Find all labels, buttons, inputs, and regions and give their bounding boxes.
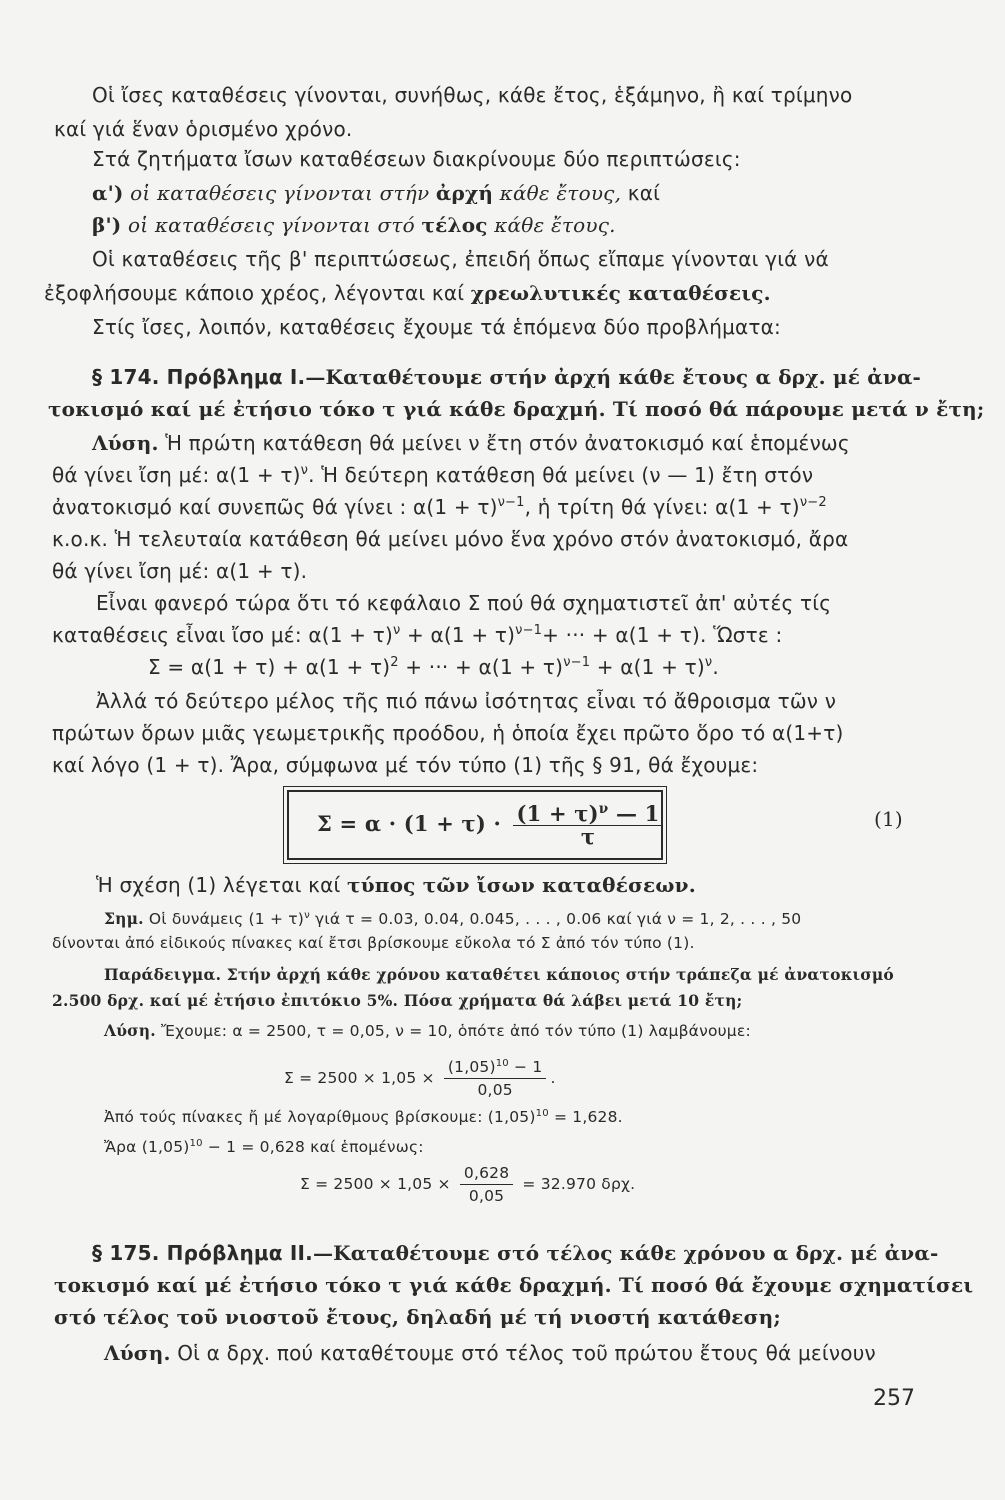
page-number: 257 xyxy=(873,1386,915,1411)
equal-deposits-formula: Σ = α · (1 + τ) · $\frac{(1 + \tau)^\nu — 1}{\tau}$ xyxy=(317,802,667,848)
solution-line: θά γίνει ἴση μέ: α(1 + τ). xyxy=(52,559,308,583)
paragraph-line: καί λόγο (1 + τ). Ἄρα, σύμφωνα μέ τόν τύπο (1) τῆς § 91, θά ἔχουμε: xyxy=(52,753,759,777)
example-line: Ἄρα $(1,05)^{10} - 1 = 0,628$ καί ἑπομένως: xyxy=(104,1137,424,1156)
solution-line: κ.ο.κ. Ἡ τελευταία κατάθεση θά μείνει μόνο ἕνα χρόνο στόν ἀνατοκισμό, ἄρα xyxy=(52,527,849,551)
paragraph-line: Εἶναι φανερό τώρα ὅτι τό κεφάλαιο Σ πού θά σχηματιστεῖ ἀπ' αὐτές τίς xyxy=(96,591,832,615)
solution-line: θά γίνει ἴση μέ: $\alpha(1 + \tau)^\nu$. Ἡ δεύτερη κατάθεση θά μείνει (ν — 1) ἔτη στόν xyxy=(52,463,814,487)
paragraph-line: Ἀλλά τό δεύτερο μέλος τῆς πιό πάνω ἰσότητας εἶναι τό ἄθροισμα τῶν ν xyxy=(96,689,837,713)
section-175-heading-cont: τοκισμό καί μέ ἐτήσιο τόκο τ γιά κάθε δραχμή. Τί ποσό θά ἔχουμε σχηματίσει xyxy=(54,1273,974,1297)
example-fraction: $\frac{(1,05)^{10} - 1}{0,05}$ xyxy=(444,1056,547,1101)
note-line: Σημ. Οἱ δυνάμεις $(1 + \tau)^\nu$ γιά τ = 0.03, 0.04, 0.045, . . . , 0.06 καί γιά ν = 1, 2, . . . , 50 xyxy=(104,909,802,928)
result-fraction: $\frac{0,628}{0,05}$ xyxy=(460,1162,513,1207)
paragraph-line: πρώτων ὅρων μιᾶς γεωμετρικῆς προόδου, ἡ ὁποία ἔχει πρῶτο ὅρο τό α(1+τ) xyxy=(52,721,844,745)
paragraph-line: Στά ζητήματα ἴσων καταθέσεων διακρίνουμε δύο περιπτώσεις: xyxy=(92,147,741,171)
paragraph-line: Οἱ ἴσες καταθέσεις γίνονται, συνήθως, κάθε ἔτος, ἑξάμηνο, ἢ καί τρίμηνο xyxy=(92,83,853,107)
paragraph-line: καταθέσεις εἶναι ἴσο μέ: $\alpha(1 + \tau)^\nu + \alpha(1 + \tau)^{\nu-1}+$ ··· + α(1 + τ). Ὥστε : xyxy=(52,623,783,647)
example-heading: Παράδειγμα. Στήν ἀρχή κάθε χρόνου καταθέτει κάποιος στήν τράπεζα μέ ἀνατοκισμό xyxy=(104,965,894,984)
sum-equation: $\Sigma = \alpha(1 + \tau) + \alpha(1 + \tau)^2$ + ··· + $\alpha(1 + \tau)^{\nu-1} + \alpha(1 + \tau)^\nu$. xyxy=(148,655,719,679)
section-174-heading: § 174. Πρόβλημα I.—Καταθέτουμε στήν ἀρχή κάθε ἔτους α δρχ. μέ ἀνα- xyxy=(92,365,922,389)
formula-box xyxy=(287,790,663,860)
paragraph-line: Στίς ἴσες, λοιπόν, καταθέσεις ἔχουμε τά ἑπόμενα δύο προβλήματα: xyxy=(92,315,781,339)
case-a-line: α') οἱ καταθέσεις γίνονται στήν ἀρχή κάθε ἔτους, καί xyxy=(92,181,661,205)
example-equation: Σ = 2500 × 1,05 × $\frac{(1,05)^{10} - 1}{0,05}$ . xyxy=(284,1057,556,1099)
solution-line: Λύση. Οἱ α δρχ. πού καταθέτουμε στό τέλος τοῦ πρώτου ἔτους θά μείνουν xyxy=(104,1341,876,1365)
formula-tag: (1) xyxy=(874,807,903,831)
note-line: δίνονται ἀπό εἰδικούς πίνακες καί ἔτσι βρίσκουμε εὔκολα τό Σ ἀπό τόν τύπο (1). xyxy=(52,934,695,952)
example-line: Ἀπό τούς πίνακες ἤ μέ λογαρίθμους βρίσκουμε: $(1,05)^{10} = 1,628$. xyxy=(104,1107,623,1126)
section-175-heading: § 175. Πρόβλημα II.—Καταθέτουμε στό τέλος κάθε χρόνου α δρχ. μέ ἀνα- xyxy=(92,1241,939,1265)
paragraph-line: Οἱ καταθέσεις τῆς β' περιπτώσεως, ἐπειδή ὅπως εἴπαμε γίνονται γιά νά xyxy=(92,247,829,271)
section-175-heading-cont: στό τέλος τοῦ νιοστοῦ ἔτους, δηλαδή μέ τή νιοστή κατάθεση; xyxy=(54,1305,781,1329)
paragraph-line: καί γιά ἕναν ὁρισμένο χρόνο. xyxy=(54,117,353,141)
example-solution: Λύση. Ἔχουμε: α = 2500, τ = 0,05, ν = 10, ὁπότε ἀπό τόν τύπο (1) λαμβάνουμε: xyxy=(104,1021,751,1040)
paragraph-line: ἐξοφλήσουμε κάποιο χρέος, λέγονται καί χρεωλυτικές καταθέσεις. xyxy=(44,281,771,305)
solution-line: Λύση. Ἡ πρώτη κατάθεση θά μείνει ν ἔτη στόν ἀνατοκισμό καί ἑπομένως xyxy=(92,431,850,455)
formula-fraction: $\frac{(1 + \tau)^\nu — 1}{\tau}$ xyxy=(513,803,664,848)
paragraph-line: Ἡ σχέση (1) λέγεται καί τύπος τῶν ἴσων καταθέσεων. xyxy=(96,873,696,897)
section-174-heading-cont: τοκισμό καί μέ ἐτήσιο τόκο τ γιά κάθε δραχμή. Τί ποσό θά πάρουμε μετά ν ἔτη; xyxy=(48,397,985,421)
example-result: Σ = 2500 × 1,05 × $\frac{0,628}{0,05}$ = 32.970 δρχ. xyxy=(300,1164,636,1205)
example-heading-cont: 2.500 δρχ. καί μέ ἐτήσιο ἐπιτόκιο 5%. Πόσα χρήματα θά λάβει μετά 10 ἔτη; xyxy=(52,991,743,1010)
solution-line: ἀνατοκισμό καί συνεπῶς θά γίνει : $\alpha(1 + \tau)^{\nu-1}$, ἡ τρίτη θά γίνει: $\alpha(1 + \tau)^{\nu-2}$ xyxy=(52,495,827,519)
case-b-line: β') οἱ καταθέσεις γίνονται στό τέλος κάθε ἔτους. xyxy=(92,213,616,237)
